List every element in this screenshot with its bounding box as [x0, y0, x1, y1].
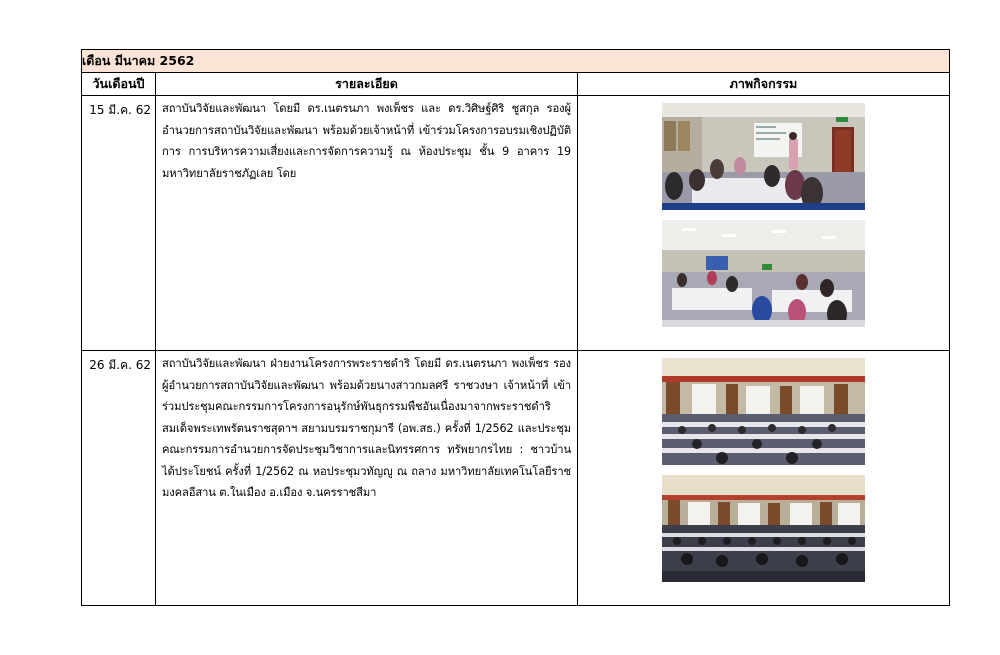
row-date: 15 มี.ค. 62	[82, 96, 156, 351]
activity-photo	[662, 103, 865, 210]
table-row	[82, 96, 950, 351]
column-header-date: วันเดือนปี	[82, 73, 156, 96]
activity-photo	[662, 358, 865, 465]
row-detail: สถาบันวิจัยและพัฒนา ฝ่ายงานโครงการพระราชดำริ โดยมี ดร.เนตรนภา พงเพ็ชร รองผู้อำนวยการสถาบันวิจัยและพัฒนา พร้อมด้วยนางสาวกมลศรี ราชวงษา เจ้าหน้าที่ เข้าร่วมประชุมคณะกรรมการโครงการอนุรักษ์พันธุกรรมพืชอันเนื่องมาจากพระราชดำริ สมเด็จพระเทพรัตนราชสุดาฯ สยามบรมราชกุมารี (อพ.สธ.) ครั้งที่ 1/2562 และประชุมคณะกรรมการอำนวยการจัดประชุมวิชาการและนิทรรศการ ทรัพยากรไทย : ชาวบ้านได้ประโยชน์ ครั้งที่ 1/2562 ณ หอประชุมวทัญญู ณ ถลาง มหาวิทยาลัยเทคโนโลยีราชมงคลอีสาน ต.ในเมือง อ.เมือง จ.นครราชสีมา	[156, 351, 578, 606]
row-photos	[578, 96, 950, 351]
column-header-photos: ภาพกิจกรรม	[578, 73, 950, 96]
row-date: 26 มี.ค. 62	[82, 351, 156, 606]
row-photos	[578, 351, 950, 606]
column-header-row	[82, 73, 950, 96]
month-header-row	[82, 50, 950, 73]
column-header-detail: รายละเอียด	[156, 73, 578, 96]
month-header: เดือน มีนาคม 2562	[82, 50, 950, 73]
table-row	[82, 351, 950, 606]
row-detail: สถาบันวิจัยและพัฒนา โดยมี ดร.เนตรนภา พงเพ็ชร และ ดร.วิศิษฐ์ศิริ ชูสกุล รองผู้อำนวยการสถาบันวิจัยและพัฒนา พร้อมด้วยเจ้าหน้าที่ เข้าร่วมโครงการอบรมเชิงปฏิบัติการ การบริหารความเสี่ยงและการจัดการความรู้ ณ ห้องประชุม ชั้น 9 อาคาร 19 มหาวิทยาลัยราชภัฏเลย โดย	[156, 96, 578, 351]
activity-photo	[662, 475, 865, 582]
activity-photo	[662, 220, 865, 327]
activity-report-table	[81, 49, 950, 606]
